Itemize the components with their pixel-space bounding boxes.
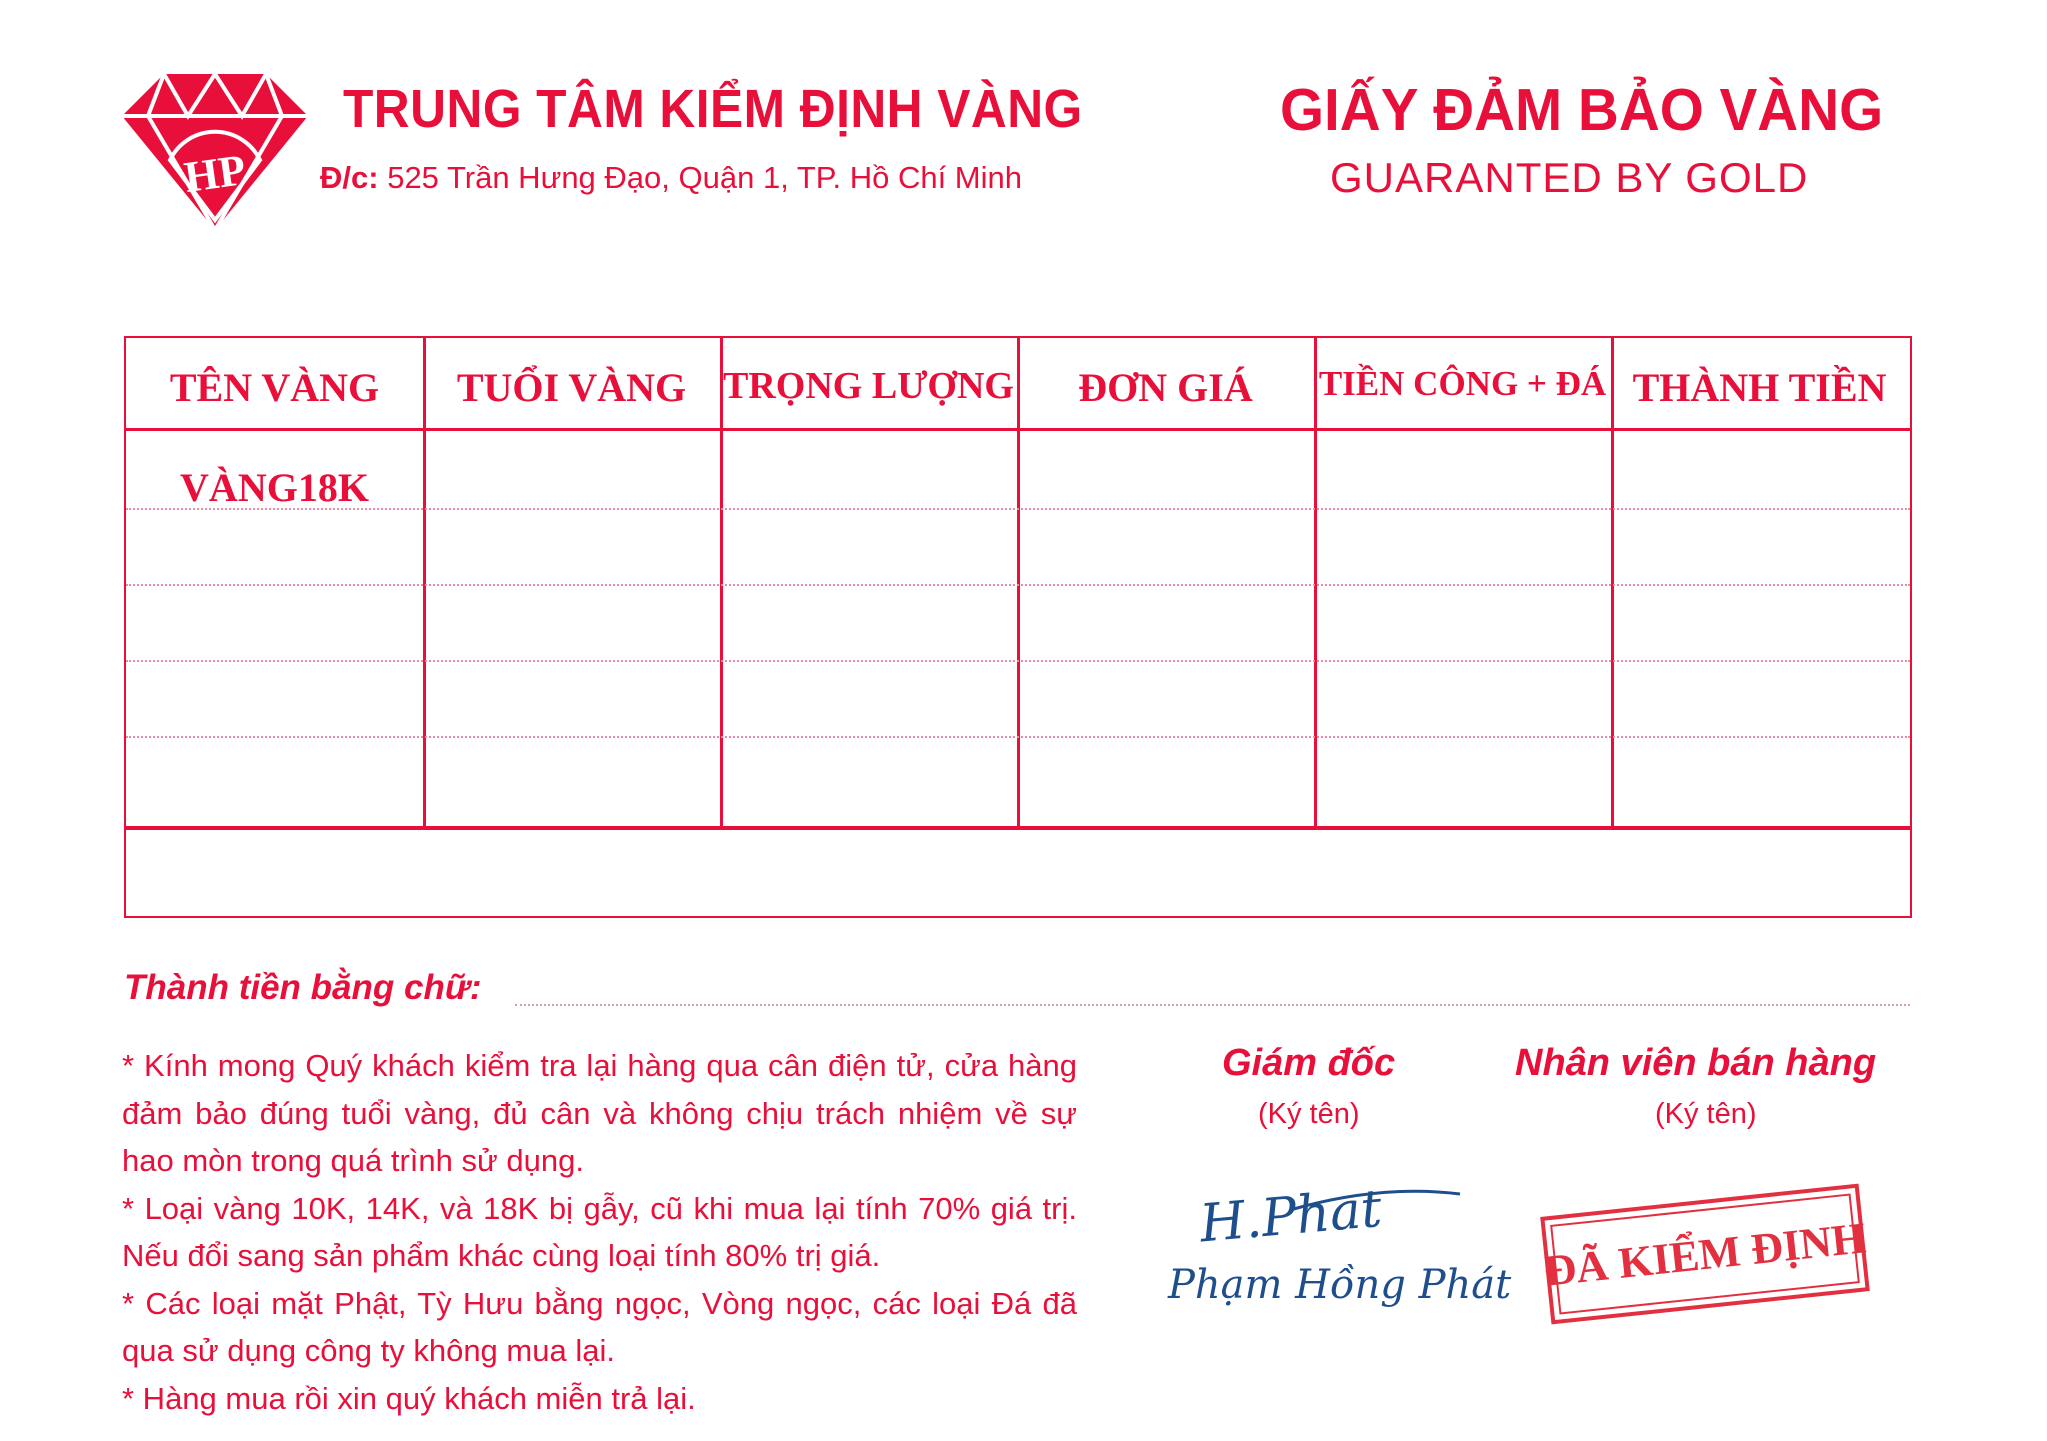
director-signature [1160,1178,1512,1320]
company-address [320,160,1022,196]
document-subtitle: GUARANTED BY GOLD [1330,154,1809,201]
gold-items-table [124,336,1912,918]
header-weight: TRỌNG LƯỢNG [723,365,1014,407]
amount-in-words-field [515,1004,1910,1006]
note-item: * Hàng mua rồi xin quý khách miễn trả lại. [122,1380,696,1416]
document-title: GIẤY ĐẢM BẢO VÀNG [1280,77,1884,143]
address-label: Đ/c: [320,160,379,195]
director-printed-name: Phạm Hồng Phát [1168,1262,1512,1308]
header-total: THÀNH TIỀN [1632,365,1887,410]
terms-notes [122,1042,1077,1422]
amount-in-words-label: Thành tiền bằng chữ: [124,968,482,1007]
note-item: * Loại vàng 10K, 14K, và 18K bị gẫy, cũ khi mua lại tính 70% giá trị. Nếu đổi sang sản phẩm khác cùng loại tính 80% trị giá. [122,1190,1077,1273]
note-item: * Các loại mặt Phật, Tỳ Hưu bằng ngọc, Vòng ngọc, các loại Đá đã qua sử dụng công ty không mua lại. [122,1285,1077,1368]
director-sign-hint: (Ký tên) [1258,1098,1360,1130]
table-row-divider [126,660,1910,662]
header-gold-name: TÊN VÀNG [169,365,380,410]
header-labor-stone: TIỀN CÔNG + ĐÁ [1318,364,1607,403]
verified-stamp [1540,1184,1870,1325]
table-total-divider [126,826,1910,830]
address-text: 525 Trần Hưng Đạo, Quận 1, TP. Hồ Chí Minh [387,160,1022,195]
table-row-divider [126,736,1910,738]
note-item: * Kính mong Quý khách kiểm tra lại hàng qua cân điện tử, cửa hàng đảm bảo đúng tuổi vàng, đủ cân và không chịu trách nhiệm về sự hao mòn trong quá trình sử dụng. [122,1048,1077,1178]
director-title: Giám đốc [1222,1042,1396,1084]
table-total-row [126,838,1910,908]
table-cell-gold-name: VÀNG18K [180,465,369,510]
staff-title: Nhân viên bán hàng [1515,1042,1877,1084]
stamp-text: ĐÃ KIỂM ĐỊNH [1541,1212,1869,1296]
company-name: TRUNG TÂM KIỂM ĐỊNH VÀNG [343,79,1083,139]
staff-sign-hint: (Ký tên) [1655,1098,1757,1130]
header-unit-price: ĐƠN GIÁ [1078,365,1253,410]
signature-scribble: H.Phat [1197,1178,1385,1255]
table-row-divider [126,584,1910,586]
logo-text: HP [181,144,249,203]
table-header-divider [126,428,1910,431]
header-gold-purity: TUỔI VÀNG [456,365,687,410]
diamond-hp-icon [122,70,308,232]
